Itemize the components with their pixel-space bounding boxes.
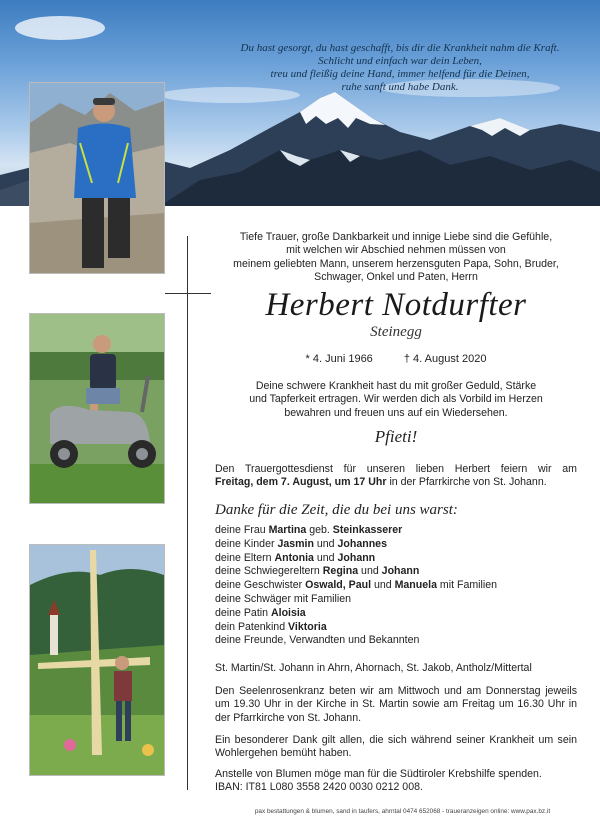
thanks-title: Danke für die Zeit, die du bei uns warst: [215, 502, 458, 518]
donation-notice [215, 768, 577, 795]
deceased-name: Herbert Notdurfter [265, 287, 527, 323]
family-item: deine Patin Aloisia [215, 606, 306, 619]
rosary-notice: Den Seelenrosenkranz beten wir am Mittwoch und am Donnerstag jeweils um 19.30 Uhr in der Kirche in St. Martin sowie am Freitag um 16.30 Uhr in der Pfarrkirche von St. Johann. [215, 685, 577, 724]
death-date: † 4. August 2020 [403, 353, 487, 365]
donation-iban: IBAN: IT81 L080 3558 2420 0030 0212 008. [215, 781, 423, 794]
family-item: deine Kinder Jasmin und Johannes [215, 537, 387, 550]
family-item: dein Patenkind Viktoria [215, 620, 327, 633]
intro-line-4: Schwager, Onkel und Paten, Herrn [314, 271, 478, 284]
illness-line-2: und Tapferkeit ertragen. Wir werden dich als Vorbild im Herzen [249, 393, 543, 406]
intro-line-2: mit welchen wir Abschied nehmen müssen von [286, 244, 506, 257]
illness-line-3: bewahren und freuen uns auf ein Wiedersehen. [284, 406, 508, 419]
special-thanks: Ein besonderer Dank gilt allen, die sich während seiner Krankheit um sein Wohlergehen bemüht haben. [215, 734, 577, 760]
life-dates [215, 353, 577, 365]
poem-line-4: ruhe sanft und habe Dank. [341, 81, 459, 93]
poem-line-2: Schlicht und einfach war dein Leben, [318, 55, 482, 67]
photo-portrait-hiker [29, 82, 165, 274]
cross-horizontal-line [165, 293, 211, 294]
footer-credit: pax bestattungen & blumen, sand in taufers, ahrntal 0474 652068 - traueranzeigen online: www.pax.bz.it [254, 808, 551, 815]
family-list [215, 524, 577, 648]
funeral-date-time: Freitag, dem 7. August, um 17 Uhr [215, 476, 387, 489]
funeral-location: in der Pfarrkirche von St. Johann. [386, 476, 547, 489]
deceased-nickname: Steinegg [370, 324, 422, 340]
intro-line-3: meinem geliebten Mann, unserem herzensguten Papa, Sohn, Bruder, [233, 257, 559, 270]
family-item: deine Schwäger mit Familien [215, 592, 352, 605]
family-item: deine Frau Martina geb. Steinkasserer [215, 524, 403, 536]
poem [215, 42, 585, 94]
funeral-line-2 [215, 476, 577, 489]
intro-line-1: Tiefe Trauer, große Dankbarkeit und innige Liebe sind die Gefühle, [239, 231, 553, 243]
photo-model-glider [29, 544, 165, 776]
family-item: deine Geschwister Oswald, Paul und Manuela mit Familien [215, 579, 498, 592]
family-item: deine Eltern Antonia und Johann [215, 551, 376, 564]
farewell-text: Pfieti! [374, 427, 418, 446]
donation-line-1: Anstelle von Blumen möge man für die Südtiroler Krebshilfe spenden. [215, 768, 542, 780]
photo-vespa-scooter [29, 313, 165, 504]
places-text: St. Martin/St. Johann in Ahrn, Ahornach, St. Jakob, Antholz/Mittertal [215, 662, 532, 674]
illness-text [215, 380, 577, 420]
cross-vertical-line [187, 236, 188, 790]
illness-line-1: Deine schwere Krankheit hast du mit großer Geduld, Stärke [255, 380, 537, 392]
poem-line-1: Du hast gesorgt, du hast geschafft, bis dir die Krankheit nahm die Kraft. [240, 42, 560, 54]
family-item: deine Schwiegereltern Regina und Johann [215, 565, 420, 578]
poem-line-3: treu und fleißig deine Hand, immer helfend für die Deinen, [270, 68, 530, 80]
family-item: deine Freunde, Verwandten und Bekannten [215, 634, 420, 647]
funeral-notice [215, 463, 577, 490]
birth-date: * 4. Juni 1966 [305, 353, 373, 365]
funeral-line-1: Den Trauergottesdienst für unseren lieben Herbert feiern wir am [215, 463, 577, 475]
intro-text [215, 231, 577, 285]
